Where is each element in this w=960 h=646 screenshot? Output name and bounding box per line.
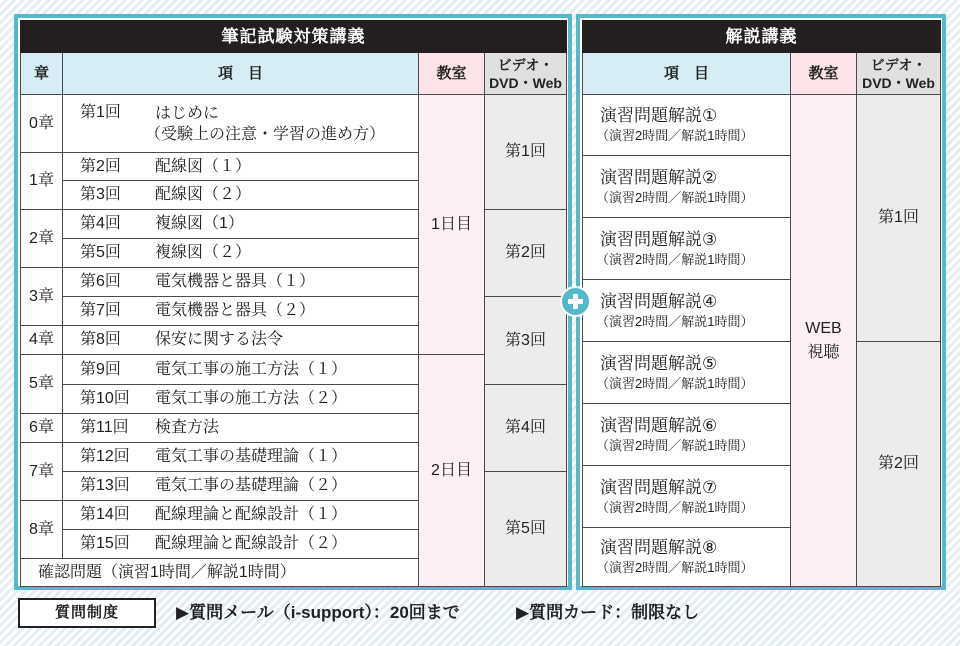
lesson-cell	[63, 501, 419, 530]
column-header-video-line2: DVD・Web	[862, 74, 935, 91]
lesson-number: 第1回	[80, 103, 121, 121]
lesson-cell	[63, 95, 419, 153]
lesson-cell	[63, 210, 419, 239]
video-session-cell: 第1回	[857, 95, 941, 342]
exercise-title: 演習問題解説⑦	[600, 477, 718, 497]
lesson-number: 第12回	[80, 448, 130, 465]
video-session-cell: 第1回	[485, 95, 567, 210]
exercise-title: 演習問題解説⑧	[600, 538, 718, 557]
video-session-cell: 第2回	[857, 342, 941, 587]
lesson-cell	[63, 355, 419, 385]
lesson-title: 電気機器と器具（２）	[155, 302, 316, 319]
exercise-cell	[583, 528, 791, 587]
lesson-number: 第7回	[80, 302, 121, 319]
lesson-title: 保安に関する法令	[155, 331, 284, 348]
lesson-cell	[63, 472, 419, 501]
panel-title: 解説講義	[583, 21, 941, 53]
exercise-cell	[583, 404, 791, 466]
video-session-cell: 第5回	[485, 472, 567, 587]
lesson-title: 電気工事の施工方法（２）	[155, 390, 348, 407]
column-header-classroom: 教室	[791, 53, 857, 95]
lesson-number: 第8回	[80, 331, 121, 348]
exercise-title: 演習問題解説②	[600, 167, 718, 187]
lesson-title: 電気工事の施工方法（１）	[155, 360, 348, 378]
lesson-title: 複線図（1）	[155, 215, 244, 232]
column-header-chapter: 章	[21, 53, 63, 95]
lesson-cell	[63, 239, 419, 268]
classroom-day-cell: 2日目	[419, 355, 485, 587]
question-system-label: 質問制度	[18, 598, 156, 628]
lesson-number: 第4回	[80, 215, 121, 232]
question-mail-info: ▶質問メール（i-support）：20回まで	[176, 603, 460, 622]
lesson-title: はじめに	[155, 104, 220, 122]
lesson-cell	[63, 268, 419, 297]
column-header-classroom: 教室	[419, 53, 485, 95]
column-header-video	[857, 53, 941, 95]
lesson-number: 第10回	[80, 390, 130, 407]
column-header-video-line1: ビデオ・	[497, 56, 554, 73]
exercise-note: （演習2時間／解説1時間）	[596, 189, 754, 205]
lesson-note: （受験上の注意・学習の進め方）	[145, 125, 386, 143]
lesson-cell	[63, 385, 419, 414]
explanation-lecture-panel	[576, 14, 946, 590]
lesson-number: 第3回	[80, 186, 121, 203]
lesson-title: 電気機器と器具（１）	[155, 273, 316, 290]
exercise-cell	[583, 95, 791, 156]
exercise-note: （演習2時間／解説1時間）	[596, 560, 754, 575]
plus-icon	[560, 286, 591, 317]
chapter-cell: 0章	[21, 95, 63, 153]
lesson-cell	[63, 181, 419, 210]
lesson-cell	[63, 443, 419, 472]
exercise-note: （演習2時間／解説1時間）	[596, 499, 754, 515]
classroom-web-line2: 視聴	[807, 343, 840, 361]
lesson-title: 電気工事の基礎理論（２）	[155, 477, 348, 494]
written-exam-schedule-table	[20, 20, 567, 587]
classroom-day-cell: 1日目	[419, 95, 485, 355]
written-exam-lecture-panel	[14, 14, 572, 590]
lesson-cell	[63, 297, 419, 326]
exercise-title: 演習問題解説③	[600, 229, 718, 249]
exercise-title: 演習問題解説⑤	[600, 353, 718, 373]
column-header-video	[485, 53, 567, 95]
exercise-cell	[583, 218, 791, 280]
chapter-cell: 2章	[21, 210, 63, 268]
lesson-number: 第2回	[80, 157, 121, 175]
exercise-cell	[583, 342, 791, 404]
plus-icon-vertical-bar	[573, 294, 578, 309]
classroom-web-cell	[791, 95, 857, 587]
lesson-number: 第6回	[80, 273, 121, 290]
lesson-number: 第5回	[80, 244, 121, 261]
classroom-web-line1: WEB	[805, 319, 842, 337]
column-header-video-line1: ビデオ・	[870, 56, 927, 73]
lesson-title-group	[145, 103, 386, 145]
lesson-cell	[63, 153, 419, 181]
exercise-note: （演習2時間／解説1時間）	[596, 437, 754, 453]
exercise-note: （演習2時間／解説1時間）	[596, 251, 754, 267]
exercise-note: （演習2時間／解説1時間）	[596, 313, 754, 329]
column-header-video-line2: DVD・Web	[489, 74, 562, 91]
exercise-note: （演習2時間／解説1時間）	[596, 375, 754, 391]
exercise-note: （演習2時間／解説1時間）	[596, 128, 754, 143]
exercise-title: 演習問題解説⑥	[600, 415, 718, 435]
lesson-title: 配線図（２）	[155, 186, 252, 203]
exercise-cell	[583, 466, 791, 528]
chapter-cell: 6章	[21, 414, 63, 443]
lesson-title: 検査方法	[155, 419, 220, 436]
exercise-title: 演習問題解説④	[600, 291, 718, 311]
explanation-schedule-table	[582, 20, 941, 587]
lesson-title: 配線理論と配線設計（１）	[155, 506, 348, 523]
chapter-cell: 7章	[21, 443, 63, 501]
lesson-title: 複線図（２）	[155, 244, 252, 261]
panel-title: 筆記試験対策講義	[21, 21, 567, 53]
lesson-number: 第11回	[80, 419, 129, 436]
lesson-number: 第9回	[80, 360, 121, 378]
lesson-cell	[63, 414, 419, 443]
question-card-info: ▶質問カード：制限なし	[516, 603, 700, 622]
exercise-title: 演習問題解説①	[600, 106, 718, 125]
chapter-cell: 3章	[21, 268, 63, 326]
chapter-cell: 8章	[21, 501, 63, 559]
lesson-title: 電気工事の基礎理論（１）	[155, 448, 348, 465]
lesson-cell	[63, 326, 419, 355]
lesson-cell	[63, 530, 419, 559]
exercise-cell	[583, 280, 791, 342]
lesson-number: 第15回	[80, 535, 130, 552]
video-session-cell: 第4回	[485, 385, 567, 472]
lesson-number: 第14回	[80, 506, 130, 523]
lesson-title: 配線理論と配線設計（２）	[155, 535, 348, 552]
lesson-title: 配線図（１）	[155, 157, 252, 175]
video-session-cell: 第3回	[485, 297, 567, 385]
chapter-cell: 1章	[21, 153, 63, 210]
chapter-cell: 4章	[21, 326, 63, 355]
column-header-item: 項 目	[583, 53, 791, 95]
exercise-cell	[583, 156, 791, 218]
lesson-number: 第13回	[80, 477, 130, 494]
review-test-cell: 確認問題（演習1時間／解説1時間）	[21, 559, 419, 587]
video-session-cell: 第2回	[485, 210, 567, 297]
column-header-item: 項 目	[63, 53, 419, 95]
chapter-cell: 5章	[21, 355, 63, 414]
